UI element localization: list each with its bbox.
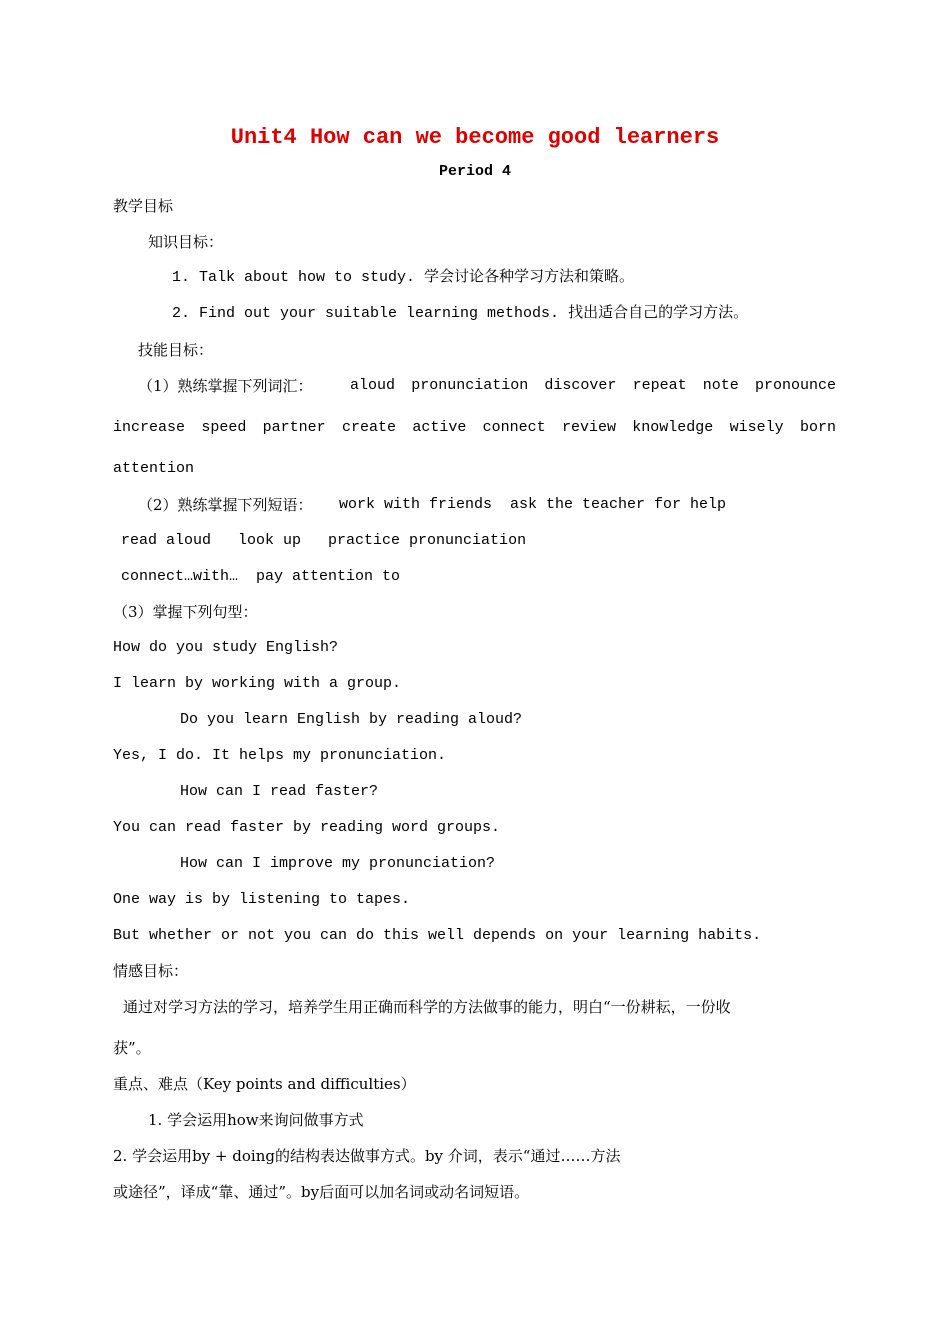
vocab-word: born xyxy=(799,419,836,436)
sentence: I learn by working with a group. xyxy=(113,675,402,692)
vocab-word: review xyxy=(561,419,616,436)
vocab-word: speed xyxy=(201,419,247,436)
vocab-line-2 xyxy=(113,418,836,438)
sentence: How can I read faster? xyxy=(180,783,379,800)
sentence-label: （3）掌握下列句型： xyxy=(113,603,258,621)
key-point-2-line-2: 或途径”，译成“靠、通过”。by后面可以加名词或动名词短语。 xyxy=(113,1183,530,1201)
page-title: Unit4 How can we become good learners xyxy=(230,125,720,150)
vocab-word: partner xyxy=(262,419,326,436)
vocab-word: repeat xyxy=(632,377,687,394)
vocab-line-3: attention xyxy=(113,460,195,477)
phrase-line-2: read aloud look up practice pronunciation xyxy=(121,532,527,549)
vocab-label: （1）熟练掌握下列词汇： xyxy=(138,377,313,395)
vocab-word: increase xyxy=(113,419,186,436)
key-point-1: 1. 学会运用how来询问做事方式 xyxy=(148,1111,364,1129)
vocab-word: note xyxy=(702,377,739,394)
emotion-line-1: 通过对学习方法的学习，培养学生用正确而科学的方法做事的能力，明白“一份耕耘，一份收 xyxy=(123,998,731,1016)
vocab-word: create xyxy=(341,419,396,436)
sentence: One way is by listening to tapes. xyxy=(113,891,411,908)
phrase-line-1: work with friends ask the teacher for help xyxy=(339,496,727,513)
objectives-heading: 教学目标 xyxy=(113,197,174,215)
sentence: Yes, I do. It helps my pronunciation. xyxy=(113,747,447,764)
vocab-word: pronunciation xyxy=(411,377,529,394)
vocab-word: wisely xyxy=(729,419,784,436)
vocab-line-1 xyxy=(350,376,836,396)
sentence: Do you learn English by reading aloud? xyxy=(180,711,523,728)
vocab-word: pronounce xyxy=(754,377,836,394)
vocab-word: aloud xyxy=(350,377,396,394)
key-point-2-line-1: 2. 学会运用by + doing的结构表达做事方式。by 介词，表示“通过……方法 xyxy=(113,1147,621,1165)
emotion-heading: 情感目标： xyxy=(113,962,189,980)
vocab-word: discover xyxy=(544,377,617,394)
vocab-word: active xyxy=(412,419,467,436)
sentence: You can read faster by reading word groups. xyxy=(113,819,501,836)
phrase-label: （2）熟练掌握下列短语： xyxy=(138,496,313,514)
vocab-word: connect xyxy=(482,419,546,436)
emotion-line-2: 获”。 xyxy=(113,1039,151,1057)
vocab-word: knowledge xyxy=(632,419,714,436)
sentence: But whether or not you can do this well depends on your learning habits. xyxy=(113,927,762,944)
sentence: How can I improve my pronunciation? xyxy=(180,855,496,872)
sentence: How do you study English? xyxy=(113,639,339,656)
knowledge-item-1: 1. Talk about how to study. 学会讨论各种学习方法和策略。 xyxy=(172,269,635,286)
phrase-line-3: connect…with… pay attention to xyxy=(121,568,401,585)
page-subtitle: Period 4 xyxy=(438,163,511,180)
key-points-heading: 重点、难点（Key points and difficulties） xyxy=(113,1075,416,1093)
knowledge-heading: 知识目标： xyxy=(148,233,224,251)
skills-heading: 技能目标： xyxy=(138,341,214,359)
knowledge-item-2: 2. Find out your suitable learning methods. 找出适合自己的学习方法。 xyxy=(172,305,749,322)
